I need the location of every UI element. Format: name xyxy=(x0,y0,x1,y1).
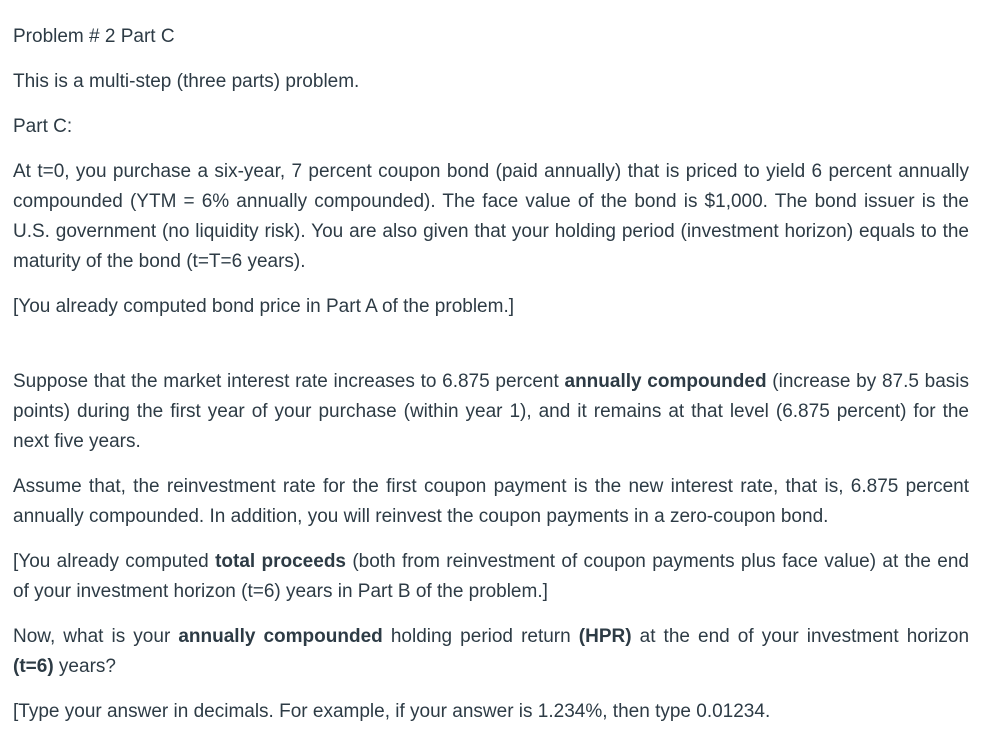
answer-instruction: [Type your answer in decimals. For example, if your answer is 1.234%, then type 0.01234. xyxy=(13,701,771,722)
rate-change-bold: annually compounded xyxy=(564,371,767,392)
rate-change-paragraph xyxy=(13,367,969,457)
question-text-3: at the end of your investment horizon xyxy=(631,626,970,647)
part-label: Part C: xyxy=(13,116,73,137)
part-a-note: [You already computed bond price in Part A of the problem.] xyxy=(13,296,515,317)
reinvestment-paragraph: Assume that, the reinvestment rate for the first coupon payment is the new interest rate, that is, 6.875 percent annually compounded. In addition, you will reinvest the coupon payments in a zero-coupon bond. xyxy=(13,476,969,527)
question-bold-2: (HPR) xyxy=(578,626,632,647)
question-bold-1: annually compounded xyxy=(178,626,383,647)
setup-paragraph: At t=0, you purchase a six-year, 7 percent coupon bond (paid annually) that is priced to yield 6 percent annually compounded (YTM = 6% annually compounded). The face value of the bond is $1,000. The bond issuer is the U.S. government (no liquidity risk). You are also given that your holding period (investment horizon) equals to the maturity of the bond (t=T=6 years). xyxy=(13,161,969,272)
rate-change-text-1: Suppose that the market interest rate increases to 6.875 percent xyxy=(13,371,565,392)
problem-content xyxy=(13,22,969,742)
part-b-note-bold: total proceeds xyxy=(215,551,346,572)
rate-change-text-2: (increase by 87.5 basis points) during the first year of your purchase (within year 1), and it remains at that level (6.875 percent) for the next five years. xyxy=(13,371,969,452)
question-text-2: holding period return xyxy=(382,626,579,647)
intro-text: This is a multi-step (three parts) problem. xyxy=(13,71,360,92)
part-b-note xyxy=(13,547,969,607)
problem-title: Problem # 2 Part C xyxy=(13,26,175,47)
question-paragraph xyxy=(13,622,969,682)
part-b-note-text-1: [You already computed xyxy=(13,551,216,572)
question-text-4: years? xyxy=(53,656,116,677)
part-b-note-text-2: (both from reinvestment of coupon payments plus face value) at the end of your investment horizon (t=6) years in Part B of the problem.] xyxy=(13,551,969,602)
question-text-1: Now, what is your xyxy=(13,626,179,647)
question-bold-3: (t=6) xyxy=(13,656,54,677)
